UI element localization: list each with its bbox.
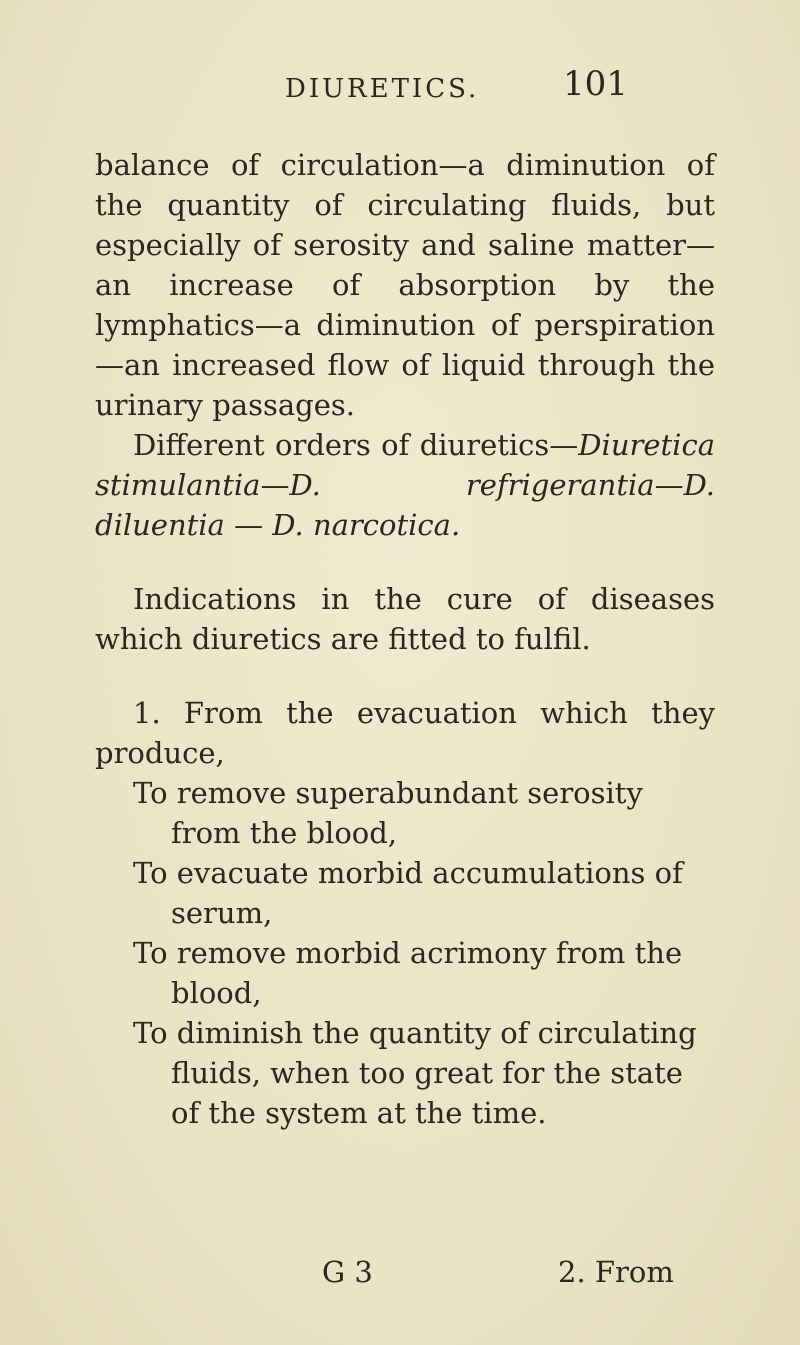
page-footer (0, 1255, 800, 1295)
running-head (0, 60, 800, 120)
catchword: 2. From (558, 1255, 674, 1289)
separator-1: — (260, 468, 290, 502)
term-narcotica: D. narcotica. (272, 508, 461, 542)
paragraph-orders-of-diuretics (95, 425, 715, 545)
page-number: 101 (563, 64, 628, 104)
signature-mark: G 3 (322, 1255, 373, 1289)
separator-3: — (224, 508, 264, 542)
list-item: To remove morbid acrimony from the blood, (133, 936, 683, 1010)
list-item: To evacuate morbid accumulations of serum, (133, 856, 683, 930)
separator-2: — (654, 468, 684, 502)
body-text (95, 145, 715, 1133)
paragraph-evacuation: 1. From the evacuation which they produce, (95, 696, 715, 770)
list-item: To diminish the quantity of circulating fluids, when too great for the state of the system at the time. (133, 1016, 697, 1130)
term-refrigerantia: D. refrigerantia (289, 468, 655, 502)
term-diluentia: D. diluentia (95, 468, 715, 542)
term-diuretica-stimulantia: Diuretica stimulantia (95, 428, 715, 502)
list-item: To remove superabundant serosity from the blood, (133, 776, 643, 850)
paragraph-circulation: balance of circulation—a diminution of the quantity of circulating fluids, but especially of serosity and saline matter—an increase of absorption by the lymphatics—a diminution of perspiration—an increased flow of liquid through the urinary passages. (95, 148, 715, 422)
paragraph-indications: Indications in the cure of diseases which diuretics are fitted to fulfil. (95, 582, 715, 656)
running-title: DIURETICS. (285, 74, 480, 104)
orders-lead: Different orders of diuretics— (133, 428, 579, 462)
